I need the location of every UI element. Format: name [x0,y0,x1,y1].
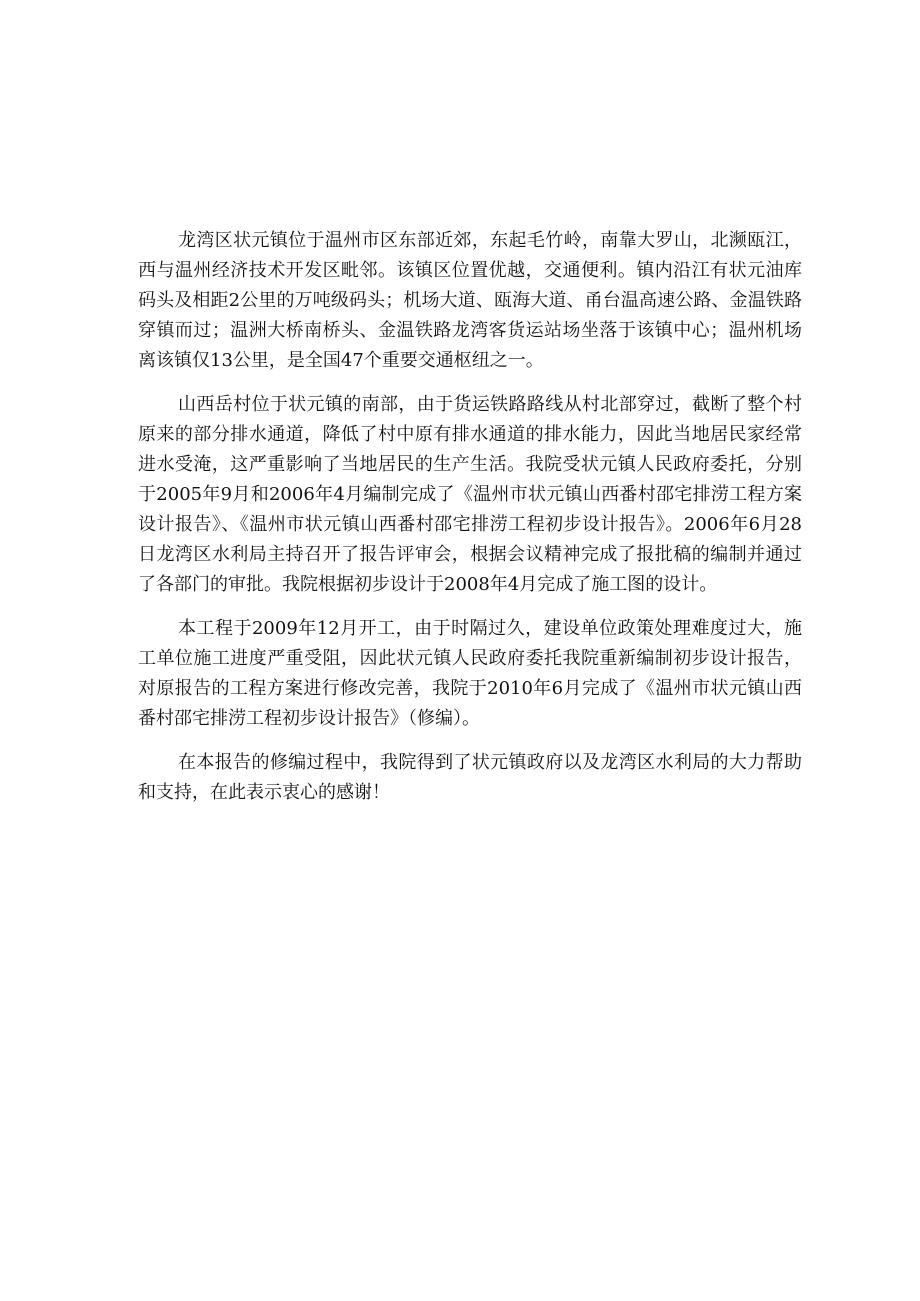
paragraph-revision: 本工程于2009年12月开工，由于时隔过久，建设单位政策处理难度过大，施工单位施工进度严重受阻，因此状元镇人民政府委托我院重新编制初步设计报告，对原报告的工程方案进行修改完善，我院于2010年6月完成了《温州市状元镇山西番村邵宅排涝工程初步设计报告》（修编）。 [138,618,802,729]
paragraph-acknowledgement: 在本报告的修编过程中，我院得到了状元镇政府以及龙湾区水利局的大力帮助和支持，在此表示衷心的感谢！ [138,752,802,803]
paragraph-background: 山西岳村位于状元镇的南部，由于货运铁路路线从村北部穿过，截断了整个村原来的部分排水通道，降低了村中原有排水通道的排水能力，因此当地居民家经常进水受淹，这严重影响了当地居民的生产生活。我院受状元镇人民政府委托，分别于2005年9月和2006年4月编制完成了《温州市状元镇山西番村邵宅排涝工程方案设计报告》、《温州市状元镇山西番村邵宅排涝工程初步设计报告》。2006年6月28日龙湾区水利局主持召开了报告评审会，根据会议精神完成了报批稿的编制并通过了各部门的审批。我院根据初步设计于2008年4月完成了施工图的设计。 [138,394,802,595]
paragraph-location: 龙湾区状元镇位于温州市区东部近郊，东起毛竹岭，南靠大罗山，北濒瓯江，西与温州经济技术开发区毗邻。该镇区位置优越，交通便利。镇内沿江有状元油库码头及相距2公里的万吨级码头；机场大道、瓯海大道、甬台温高速公路、金温铁路穿镇而过；温洲大桥南桥头、金温铁路龙湾客货运站场坐落于该镇中心；温州机场离该镇仅13公里，是全国47个重要交通枢纽之一。 [138,230,802,371]
document-body [138,226,802,822]
